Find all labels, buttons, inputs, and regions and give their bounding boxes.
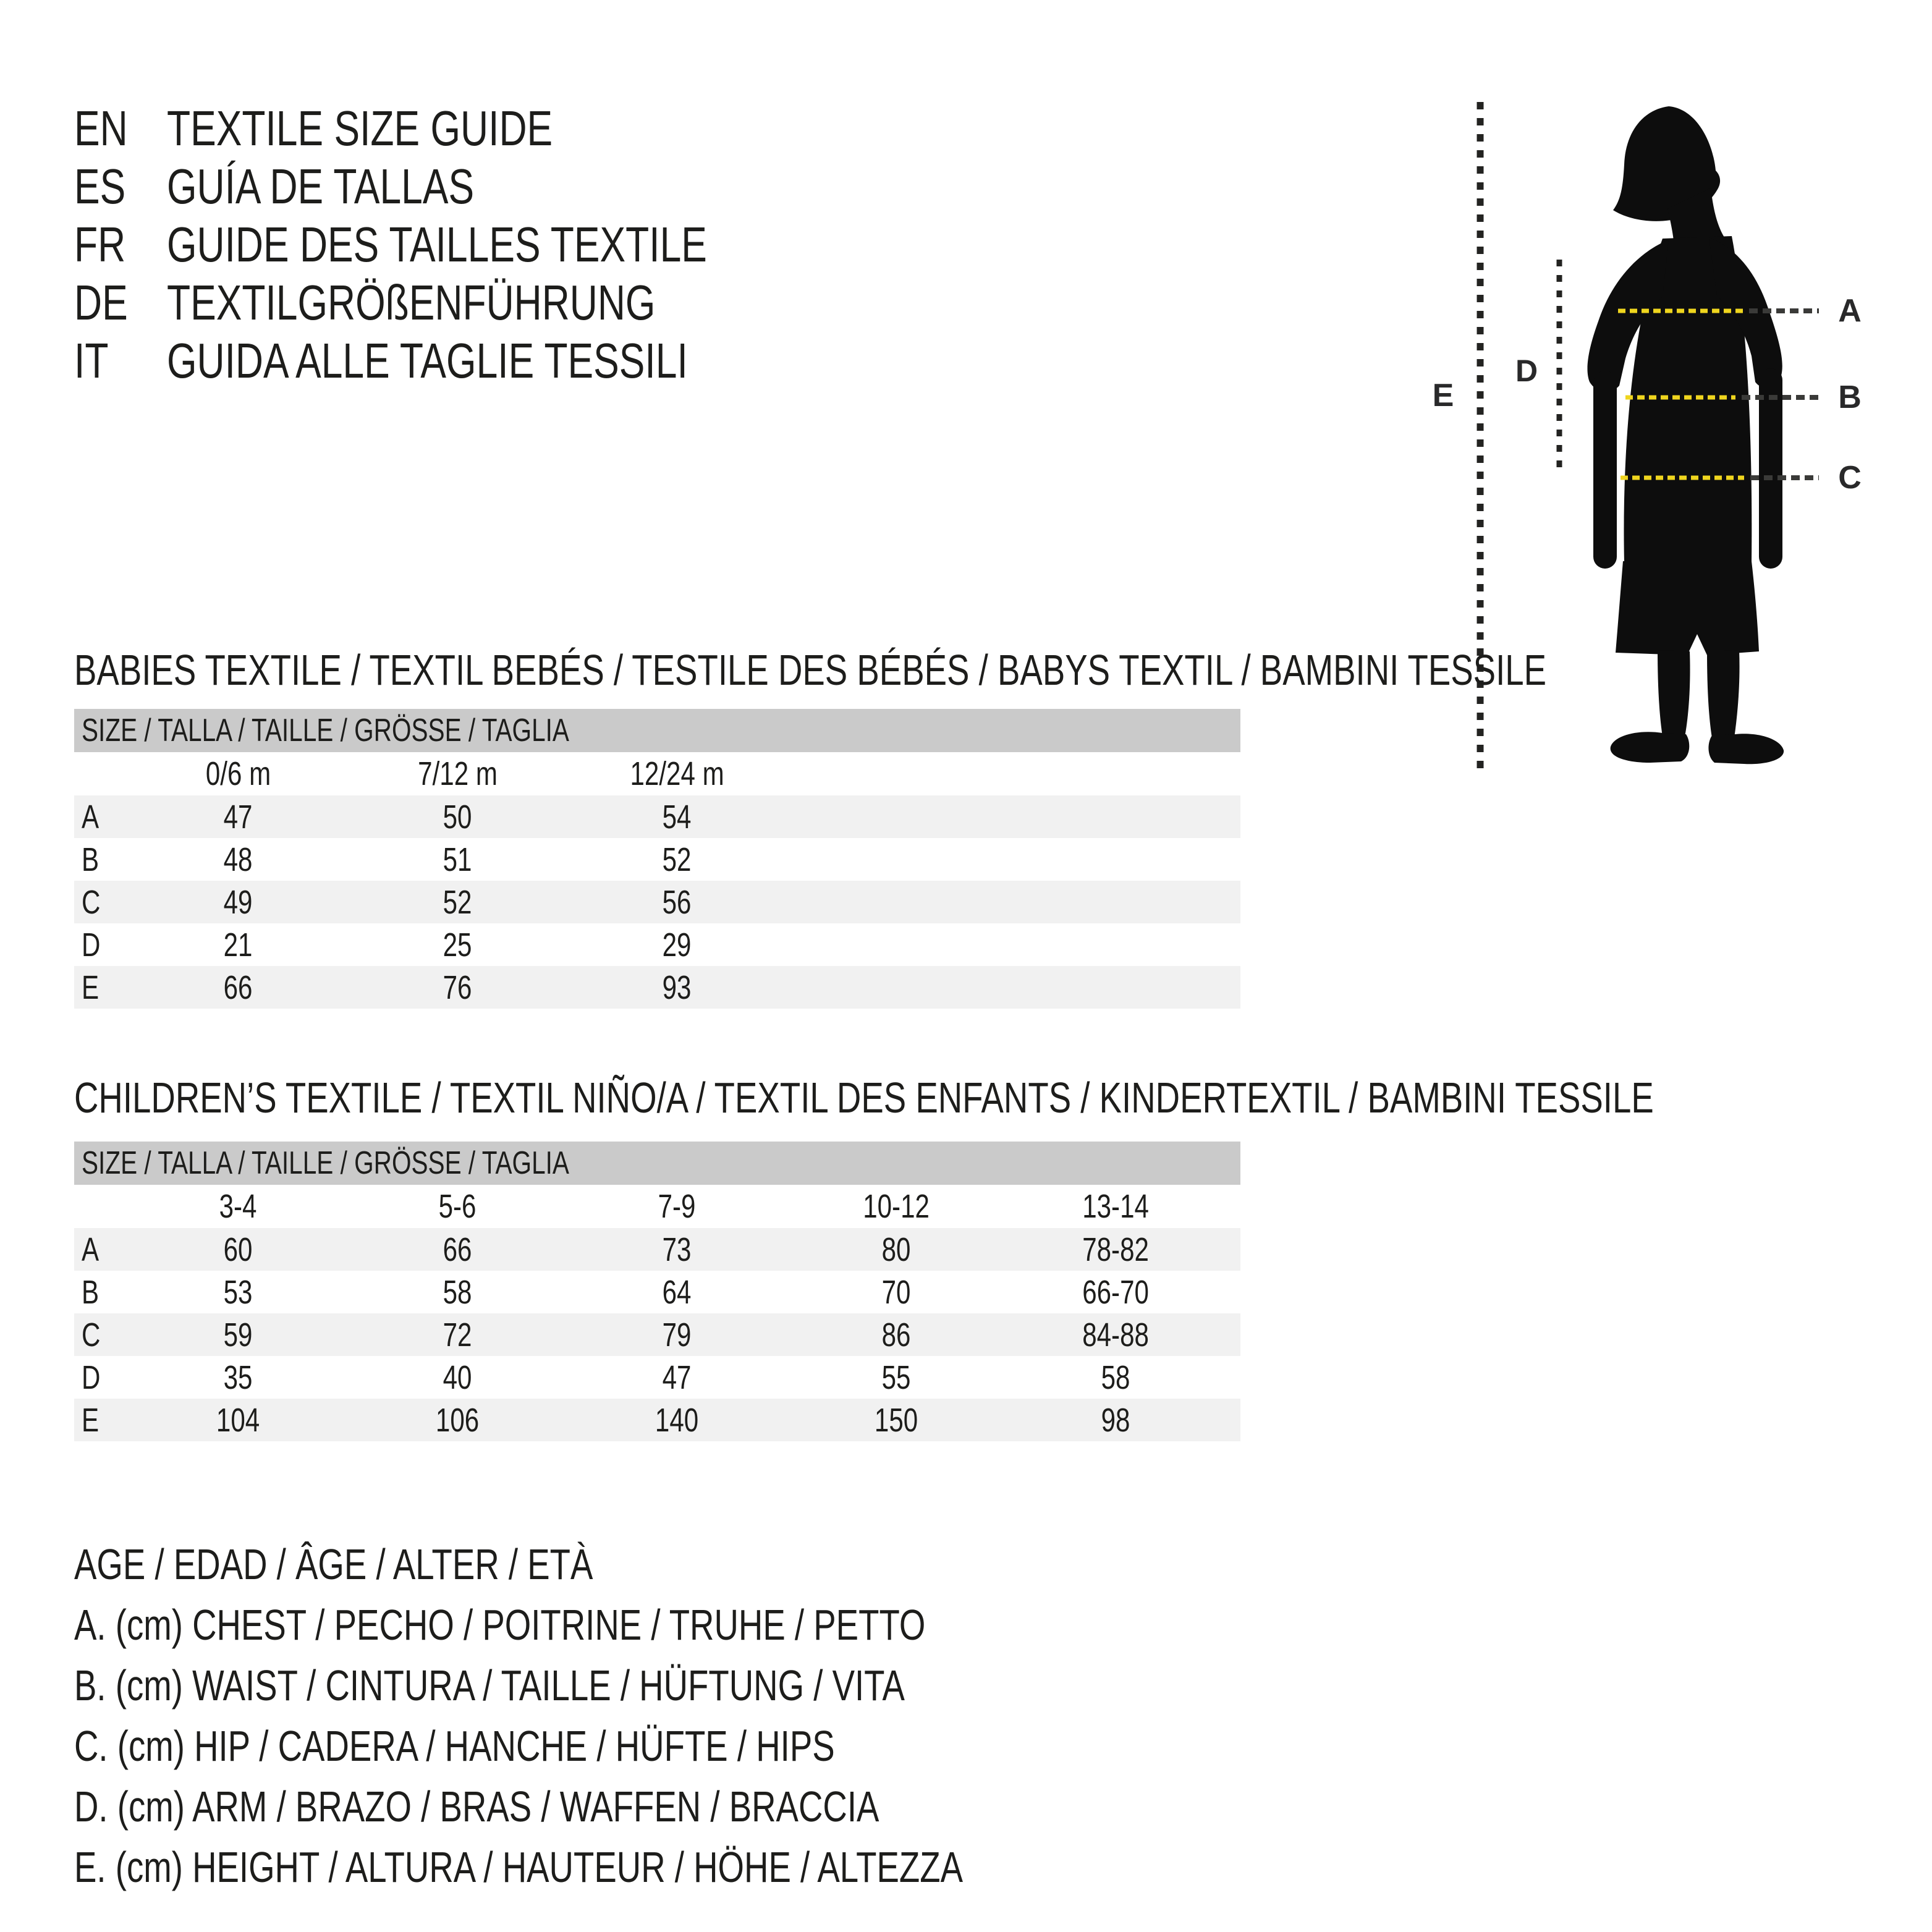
babies-size-header-text: SIZE / TALLA / TAILLE / GRÖSSE / TAGLIA [82,713,569,748]
table-row [74,881,1240,923]
language-row [74,217,859,272]
value-cell [567,1231,787,1269]
value-text: 21 [224,926,253,964]
language-code [74,101,167,156]
table-row [74,795,1240,838]
language-list [74,101,859,394]
value-text: 25 [443,926,472,964]
value-text: 93 [663,968,692,1006]
value-cell [567,1316,787,1354]
language-code-text: IT [74,333,109,388]
language-title [167,333,835,388]
value-cell [348,968,567,1007]
language-code-text: DE [74,275,128,330]
value-text: 79 [663,1316,692,1354]
language-code [74,159,167,214]
column-header [567,1187,787,1226]
row-label [74,798,129,836]
value-text: 66-70 [1082,1273,1150,1311]
value-cell [348,1273,567,1311]
silhouette-left-arm [1593,371,1617,569]
row-label-text: B [82,841,100,878]
value-cell [348,1231,567,1269]
value-cell [567,968,787,1007]
row-label-text: A [82,798,100,836]
value-text: 51 [443,841,472,878]
value-text: 49 [224,883,253,921]
children-rows [74,1228,1240,1441]
measure-label-c: C [1838,460,1862,496]
legend-line [74,1845,1214,1889]
language-row [74,275,859,330]
value-cell [1006,1401,1226,1439]
row-label [74,968,129,1007]
value-cell [348,798,567,836]
row-label [74,1231,129,1269]
column-header-text: 7/12 m [418,755,498,792]
table-row [74,1356,1240,1399]
row-label [74,1316,129,1354]
value-text: 70 [882,1273,911,1311]
value-cell [787,1231,1006,1269]
value-text: 53 [224,1273,253,1311]
value-text: 76 [443,968,472,1006]
legend-line-text: E. (cm) HEIGHT / ALTURA / HAUTEUR / HÖHE / ALTEZZA [74,1843,964,1891]
column-header-text: 12/24 m [630,755,724,792]
value-cell [567,841,787,879]
value-cell [129,1231,348,1269]
value-text: 104 [216,1401,260,1439]
babies-size-header-bar [74,709,1240,752]
legend-line-text: D. (cm) ARM / BRAZO / BRAS / WAFFEN / BRACCIA [74,1782,879,1831]
value-cell [567,1273,787,1311]
row-label-text: A [82,1231,100,1268]
legend-line [74,1540,1214,1588]
babies-section-title-text: BABIES TEXTILE / TEXTIL BEBÉS / TESTILE DES BÉBÉS / BABYS TEXTIL / BAMBINI TESSILE [74,646,1547,694]
value-text: 78-82 [1082,1231,1150,1268]
value-text: 106 [436,1401,480,1439]
language-title [167,159,561,214]
value-cell [129,1273,348,1311]
column-header [1006,1187,1226,1226]
value-text: 52 [663,841,692,878]
value-text: 86 [882,1316,911,1354]
row-label [74,1401,129,1439]
value-text: 66 [224,968,253,1006]
row-label-text: C [82,1316,101,1354]
legend-line [74,1782,1214,1831]
value-cell [567,798,787,836]
value-cell [129,841,348,879]
value-cell [1006,1316,1226,1354]
legend-line-text: C. (cm) HIP / CADERA / HANCHE / HÜFTE / HIPS [74,1722,835,1770]
silhouette-left-shoe [1611,732,1690,763]
table-row [74,1313,1240,1356]
value-cell [348,1358,567,1397]
table-row [74,1399,1240,1441]
value-cell [129,968,348,1007]
value-cell [129,1401,348,1439]
value-cell [1006,1273,1226,1311]
column-header-text: 7-9 [658,1188,696,1225]
legend-line [74,1724,1214,1768]
measurement-legend [74,1540,1214,1906]
value-text: 59 [224,1316,253,1354]
value-text: 54 [663,798,692,836]
value-cell [787,1273,1006,1311]
table-row [74,1271,1240,1313]
value-cell [567,883,787,922]
value-cell [129,926,348,964]
measure-label-b: B [1838,379,1862,415]
value-text: 52 [443,883,472,921]
value-cell [129,1316,348,1354]
language-code [74,217,167,272]
babies-section-title [74,648,1932,692]
language-row [74,333,859,388]
legend-line-text: B. (cm) WAIST / CINTURA / TAILLE / HÜFTUNG / VITA [74,1661,905,1710]
value-text: 58 [1101,1358,1130,1396]
language-row [74,159,859,214]
children-size-header-text: SIZE / TALLA / TAILLE / GRÖSSE / TAGLIA [82,1145,569,1181]
value-text: 55 [882,1358,911,1396]
value-text: 64 [663,1273,692,1311]
language-title [167,275,793,330]
row-label-text: B [82,1273,100,1311]
language-title-text: TEXTILGRÖßENFÜHRUNG [167,275,656,330]
language-title-text: GUÍA DE TALLAS [167,159,475,214]
column-header-text: 0/6 m [205,755,271,792]
value-text: 60 [224,1231,253,1268]
language-code-text: ES [74,159,126,214]
row-label-text: C [82,883,101,921]
value-text: 58 [443,1273,472,1311]
value-text: 150 [875,1401,918,1439]
children-section-title-text: CHILDREN’S TEXTILE / TEXTIL NIÑO/A / TEXTIL DES ENFANTS / KINDERTEXTIL / BAMBINI TESSILE [74,1074,1654,1122]
column-header-text: 5-6 [439,1188,477,1225]
measure-label-a: A [1838,293,1862,329]
value-cell [567,1358,787,1397]
value-cell [129,1358,348,1397]
legend-line [74,1601,1214,1649]
value-text: 29 [663,926,692,964]
language-title-text: GUIDA ALLE TAGLIE TESSILI [167,333,688,388]
language-code-text: EN [74,101,128,156]
value-text: 48 [224,841,253,878]
row-label [74,883,129,922]
column-header-text: 3-4 [219,1188,257,1225]
babies-rows [74,795,1240,1009]
row-label [74,1273,129,1311]
language-row [74,101,859,156]
children-section-title [74,1075,1932,1120]
value-cell [1006,1358,1226,1397]
legend-line [74,1661,1214,1710]
value-cell [787,1316,1006,1354]
value-text: 40 [443,1358,472,1396]
row-label [74,841,129,879]
language-title [167,101,661,156]
value-text: 72 [443,1316,472,1354]
column-header [129,1187,348,1226]
value-cell [348,1316,567,1354]
table-row [74,966,1240,1009]
children-size-table [74,1142,1240,1441]
column-header-text: 13-14 [1082,1188,1150,1225]
table-row [74,1228,1240,1271]
column-header [348,1187,567,1226]
value-text: 80 [882,1231,911,1268]
row-label-text: E [82,968,100,1006]
row-label-text: D [82,1358,101,1396]
language-title-text: TEXTILE SIZE GUIDE [167,101,553,156]
row-label-text: D [82,926,101,964]
column-header-text: 10-12 [863,1188,930,1225]
value-cell [787,1358,1006,1397]
value-text: 35 [224,1358,253,1396]
value-cell [567,1401,787,1439]
value-text: 50 [443,798,472,836]
value-text: 47 [663,1358,692,1396]
babies-column-header-row [74,752,1240,795]
legend-line-text: AGE / EDAD / ÂGE / ALTER / ETÀ [74,1540,593,1588]
value-cell [348,841,567,879]
value-text: 98 [1101,1401,1130,1439]
table-row [74,838,1240,881]
language-code [74,275,167,330]
column-header [129,755,348,793]
value-cell [1006,1231,1226,1269]
column-header [787,1187,1006,1226]
value-cell [129,798,348,836]
column-header [348,755,567,793]
value-text: 73 [663,1231,692,1268]
language-title [167,217,859,272]
value-cell [348,1401,567,1439]
row-label [74,1358,129,1397]
children-size-header-bar [74,1142,1240,1185]
language-title-text: GUIDE DES TAILLES TEXTILE [167,217,707,272]
legend-line-text: A. (cm) CHEST / PECHO / POITRINE / TRUHE / PETTO [74,1601,926,1649]
value-text: 56 [663,883,692,921]
value-text: 47 [224,798,253,836]
table-row [74,923,1240,966]
value-text: 84-88 [1082,1316,1150,1354]
value-cell [787,1401,1006,1439]
value-cell [129,883,348,922]
children-column-header-row [74,1185,1240,1228]
measure-label-d: D [1515,354,1538,388]
value-text: 66 [443,1231,472,1268]
silhouette-right-shoe [1708,734,1784,764]
language-code [74,333,167,388]
value-text: 140 [655,1401,699,1439]
value-cell [348,883,567,922]
babies-size-table [74,709,1240,1009]
row-label-text: E [82,1401,100,1439]
row-label [74,926,129,964]
value-cell [348,926,567,964]
column-header [567,755,787,793]
measure-label-e: E [1432,378,1454,413]
value-cell [567,926,787,964]
silhouette-shorts [1616,561,1759,655]
language-code-text: FR [74,217,126,272]
